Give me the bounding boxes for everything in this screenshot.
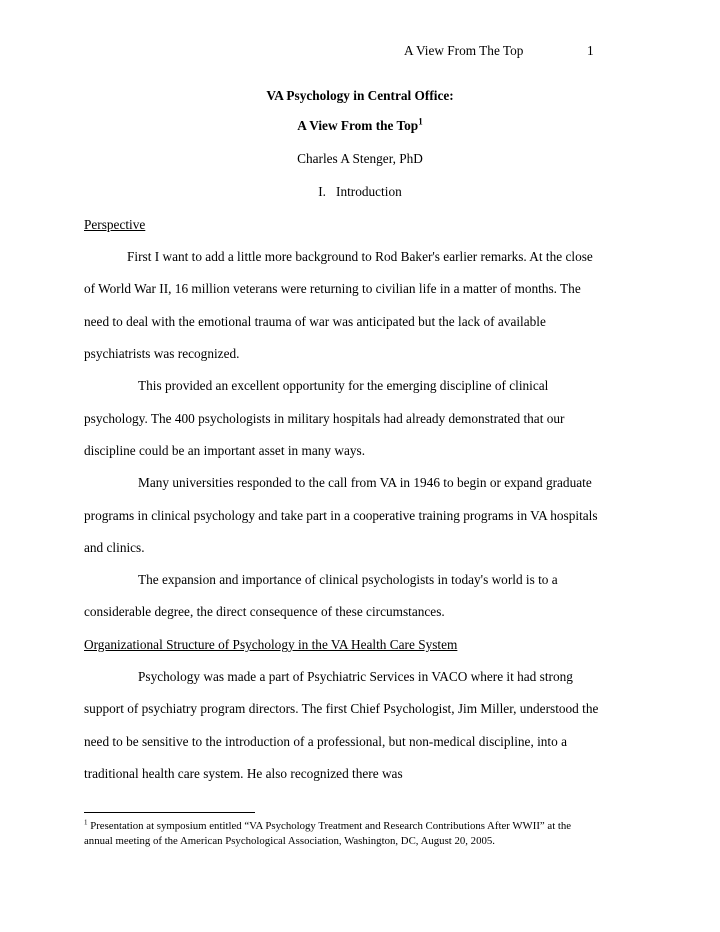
text-line: discipline could be an important asset in many ways. xyxy=(84,443,366,458)
text-line: Psychology was made a part of Psychiatric Services in VACO where it had strong xyxy=(138,669,573,684)
perspective-heading: Perspective xyxy=(84,217,146,232)
text-line: need to be sensitive to the introduction of a professional, but non-medical discipline, into a xyxy=(84,734,568,749)
section-label: Introduction xyxy=(336,184,402,199)
organizational-heading: Organizational Structure of Psychology in the VA Health Care System xyxy=(84,637,458,652)
footnote-reference: 1 xyxy=(418,116,423,127)
text-line: The expansion and importance of clinical psychologists in today's world is to a xyxy=(138,572,558,587)
text-line: need to deal with the emotional trauma of war was anticipated but the lack of available xyxy=(84,314,546,329)
text-line: traditional health care system. He also recognized there was xyxy=(84,766,403,781)
section-number: I. xyxy=(318,184,327,199)
text-line: This provided an excellent opportunity for the emerging discipline of clinical xyxy=(138,378,549,393)
running-head: A View From The Top xyxy=(404,43,524,58)
text-line: support of psychiatry program directors. The first Chief Psychologist, Jim Miller, understood the xyxy=(84,701,599,716)
text-line: of World War II, 16 million veterans were returning to civilian life in a matter of months. The xyxy=(84,281,581,296)
page-number: 1 xyxy=(587,43,594,58)
footnote-line: annual meeting of the American Psychological Association, Washington, DC, August 20, 2005. xyxy=(84,835,495,847)
text-line: considerable degree, the direct consequence of these circumstances. xyxy=(84,604,445,619)
text-line: and clinics. xyxy=(84,540,145,555)
footnote-line xyxy=(84,820,571,832)
text-line: First I want to add a little more background to Rod Baker's earlier remarks. At the close xyxy=(127,249,593,264)
text-line: psychiatrists was recognized. xyxy=(84,346,240,361)
text-line: programs in clinical psychology and take part in a cooperative training programs in VA hospitals xyxy=(84,508,598,523)
document-subtitle xyxy=(0,118,720,134)
footnote-text: Presentation at symposium entitled “VA Psychology Treatment and Research Contributions After WWII” at the xyxy=(87,820,572,832)
footnote-separator xyxy=(84,812,255,813)
text-line: Many universities responded to the call from VA in 1946 to begin or expand graduate xyxy=(138,475,592,490)
text-line: psychology. The 400 psychologists in military hospitals had already demonstrated that our xyxy=(84,411,565,426)
subtitle-text: A View From the Top xyxy=(297,118,419,133)
footnote-marker: 1 xyxy=(84,818,88,827)
section-heading xyxy=(0,184,720,200)
document-title: VA Psychology in Central Office: xyxy=(266,88,454,103)
author-name: Charles A Stenger, PhD xyxy=(297,151,423,166)
